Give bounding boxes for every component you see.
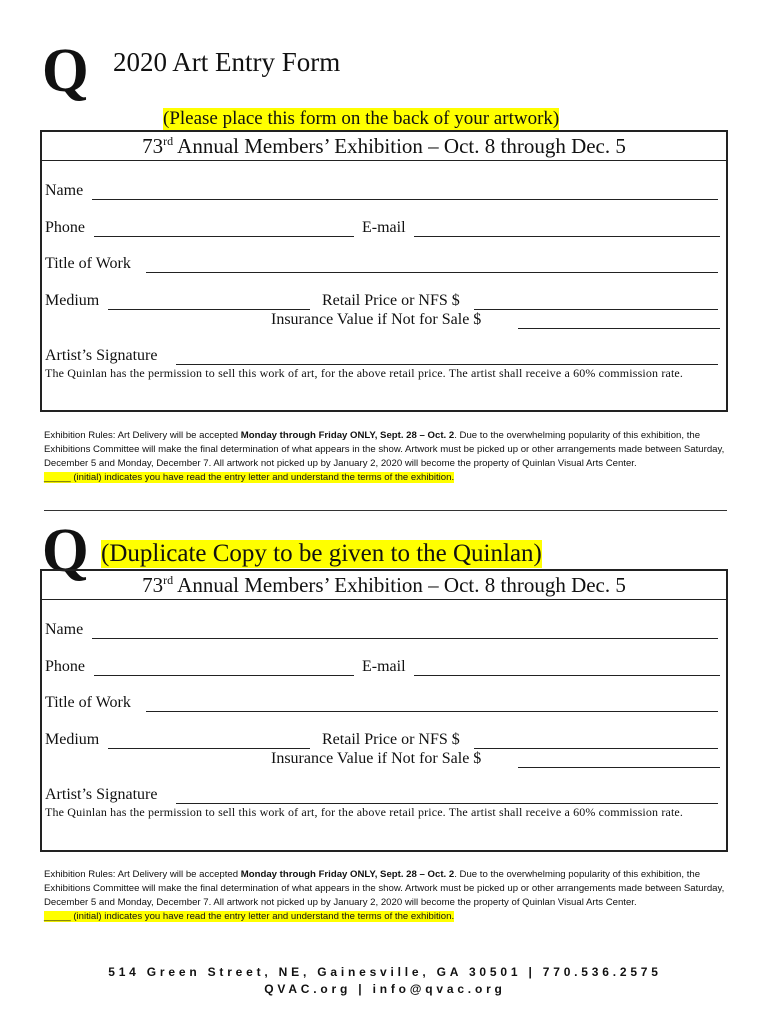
initial-acknowledgement[interactable]: _____ (initial) indicates you have read the entry letter and understand the terms of the exhibition.	[44, 472, 455, 483]
footer-address: 514 Green Street, NE, Gainesville, GA 30501 | 770.536.2575	[108, 965, 662, 979]
exhibition-heading: 73rd Annual Members’ Exhibition – Oct. 8 through Dec. 5	[42, 132, 726, 161]
duplicate-form-box	[40, 569, 728, 852]
retail-price-field[interactable]	[474, 748, 718, 749]
exhibition-rules: Exhibition Rules: Art Delivery will be accepted Monday through Friday ONLY, Sept. 28 – Oct. 2. Due to the overwhelming popularity of this exhibition, the Exhibitions Committee will make the final determination of what appears in the show. Artwork must be picked up or other arrangements made between Saturday, December 5 and Monday, December 7. All artwork not picked up by January 2, 2020 will become the property of Quinlan Visual Arts Center. _____ (initial) indicates you have read the entry letter and understand the terms of the exhibition.	[44, 430, 725, 483]
exhibition-rules-duplicate: Exhibition Rules: Art Delivery will be accepted Monday through Friday ONLY, Sept. 28 – Oct. 2. Due to the overwhelming popularity of this exhibition, the Exhibitions Committee will make the final determination of what appears in the show. Artwork must be picked up or other arrangements made between Saturday, December 5 and Monday, December 7. All artwork not picked up by January 2, 2020 will become the property of Quinlan Visual Arts Center. _____ (initial) indicates you have read the entry letter and understand the terms of the exhibition.	[44, 869, 725, 922]
email-label: E-mail	[362, 658, 406, 675]
insurance-value-label: Insurance Value if Not for Sale $	[271, 750, 482, 767]
quinlan-logo: Q	[42, 35, 89, 105]
title-of-work-field[interactable]	[146, 272, 718, 273]
phone-label: Phone	[45, 219, 85, 236]
retail-price-label: Retail Price or NFS $	[322, 731, 460, 748]
name-label: Name	[45, 182, 84, 199]
email-label: E-mail	[362, 219, 406, 236]
phone-field[interactable]	[94, 675, 354, 676]
permission-text: The Quinlan has the permission to sell this work of art, for the above retail price. The artist shall receive a 60% commission rate.	[45, 366, 684, 380]
permission-text: The Quinlan has the permission to sell this work of art, for the above retail price. The artist shall receive a 60% commission rate.	[45, 805, 684, 819]
entry-form-box	[40, 130, 728, 412]
form-title: 2020 Art Entry Form	[113, 47, 341, 77]
retail-price-field[interactable]	[474, 309, 718, 310]
medium-field[interactable]	[108, 309, 310, 310]
artist-signature-label: Artist’s Signature	[45, 786, 158, 803]
phone-label: Phone	[45, 658, 85, 675]
insurance-value-field[interactable]	[518, 328, 720, 329]
insurance-value-field[interactable]	[518, 767, 720, 768]
email-field[interactable]	[414, 675, 720, 676]
initial-acknowledgement[interactable]: _____ (initial) indicates you have read the entry letter and understand the terms of the exhibition.	[44, 911, 455, 922]
medium-label: Medium	[45, 731, 100, 748]
email-field[interactable]	[414, 236, 720, 237]
name-label: Name	[45, 621, 84, 638]
artist-signature-label: Artist’s Signature	[45, 347, 158, 364]
name-field[interactable]	[92, 199, 718, 200]
title-of-work-field[interactable]	[146, 711, 718, 712]
duplicate-title: (Duplicate Copy to be given to the Quinlan)	[101, 540, 542, 567]
cut-divider	[44, 510, 727, 511]
retail-price-label: Retail Price or NFS $	[322, 292, 460, 309]
name-field[interactable]	[92, 638, 718, 639]
title-of-work-label: Title of Work	[45, 255, 131, 272]
title-of-work-label: Title of Work	[45, 694, 131, 711]
medium-field[interactable]	[108, 748, 310, 749]
medium-label: Medium	[45, 292, 100, 309]
place-note: (Please place this form on the back of your artwork)	[163, 108, 560, 129]
phone-field[interactable]	[94, 236, 354, 237]
quinlan-logo-duplicate: Q	[42, 515, 89, 585]
insurance-value-label: Insurance Value if Not for Sale $	[271, 311, 482, 328]
exhibition-heading-duplicate: 73rd Annual Members’ Exhibition – Oct. 8 through Dec. 5	[42, 571, 726, 600]
footer-web: QVAC.org | info@qvac.org	[264, 982, 506, 996]
